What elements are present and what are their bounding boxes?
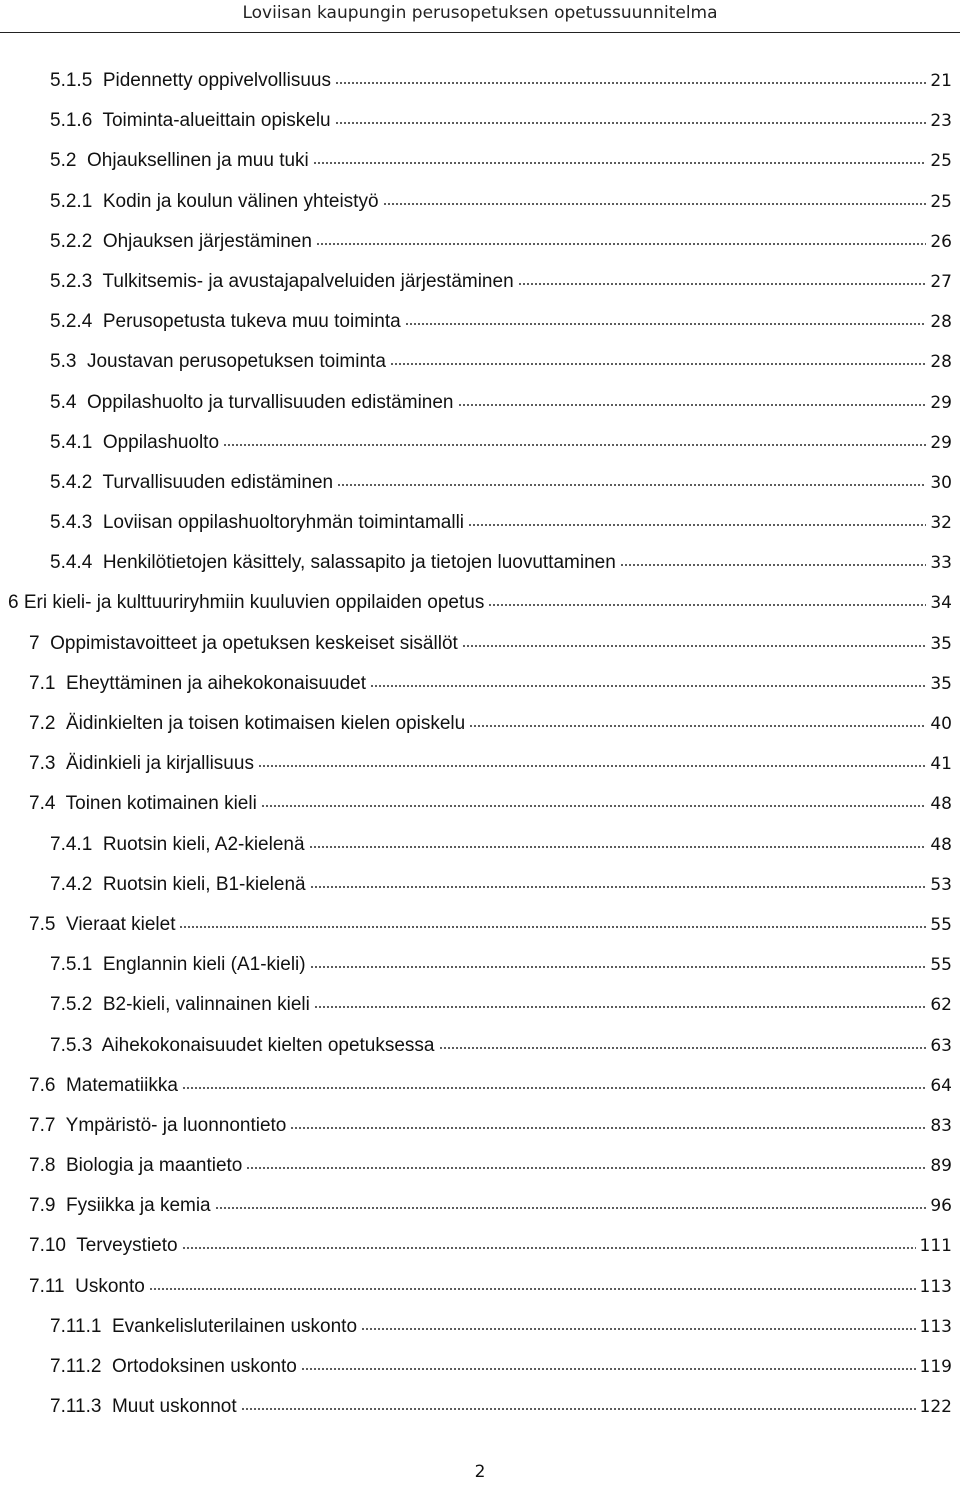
toc-entry-page[interactable]: 35 — [930, 673, 952, 694]
dot-leader — [179, 925, 926, 929]
toc-entry-title[interactable] — [50, 1395, 237, 1419]
toc-entry-page[interactable]: 29 — [930, 432, 952, 453]
dot-leader — [335, 121, 927, 125]
toc-entry-number: 7.11.1 — [50, 1315, 102, 1337]
dot-leader — [488, 603, 926, 607]
toc-entry-label: B2-kieli, valinnainen kieli — [102, 994, 310, 1016]
toc-entry[interactable] — [0, 1387, 960, 1427]
toc-entry[interactable] — [0, 383, 960, 423]
toc-entry[interactable] — [0, 985, 960, 1025]
dot-leader — [310, 885, 927, 889]
toc-entry-page[interactable]: 32 — [930, 513, 952, 534]
toc-entry-number: 7.3 — [29, 753, 56, 775]
toc-entry-number: 7.4.2 — [50, 873, 93, 895]
toc-entry[interactable] — [0, 784, 960, 824]
toc-entry-title[interactable] — [50, 511, 464, 535]
toc-entry-number: 7.11.2 — [50, 1356, 102, 1377]
toc-entry-title[interactable] — [8, 591, 484, 615]
toc-entry[interactable] — [0, 61, 960, 101]
toc-entry[interactable] — [0, 664, 960, 704]
dot-leader — [182, 1246, 916, 1250]
toc-entry-title[interactable] — [29, 913, 175, 937]
toc-entry-number: 7.11 — [29, 1275, 65, 1297]
toc-entry-title[interactable] — [29, 672, 366, 696]
toc-entry[interactable] — [0, 503, 960, 543]
toc-entry[interactable] — [0, 583, 960, 623]
toc-entry-title[interactable] — [29, 792, 257, 816]
toc-entry-number: 5.2.1 — [50, 190, 93, 212]
dot-leader — [370, 684, 926, 688]
toc-entry-label: Toiminta-alueittain opiskelu — [102, 110, 331, 132]
toc-entry-number: 5.2.4 — [50, 311, 93, 333]
toc-entry-title[interactable] — [50, 431, 219, 455]
toc-entry-page[interactable]: 63 — [930, 1035, 952, 1056]
dot-leader — [261, 804, 927, 808]
dot-leader — [309, 845, 927, 849]
toc-entry-title[interactable] — [50, 953, 306, 977]
toc-entry-page[interactable]: 41 — [930, 754, 952, 775]
dot-leader — [439, 1046, 927, 1050]
toc-entry-page[interactable]: 28 — [930, 352, 952, 373]
toc-entry-number: 7.5.2 — [50, 994, 93, 1016]
toc-entry-title[interactable] — [50, 190, 379, 214]
toc-entry-label: Uskonto — [75, 1275, 145, 1297]
toc-entry[interactable] — [0, 101, 960, 141]
toc-entry-page[interactable]: 62 — [930, 995, 952, 1016]
toc-entry-number: 7.5 — [29, 913, 56, 935]
toc-entry-number: 7.7 — [29, 1114, 56, 1136]
toc-entry[interactable] — [0, 141, 960, 181]
toc-entry[interactable] — [0, 1026, 960, 1066]
toc-entry-label: Oppimistavoitteet ja opetuksen keskeiset sisällöt — [50, 632, 458, 654]
toc-entry-number: 7.5.3 — [50, 1034, 93, 1056]
toc-entry-title[interactable] — [29, 1234, 178, 1258]
dot-leader — [316, 242, 926, 246]
dot-leader — [620, 563, 927, 567]
toc-entry[interactable] — [0, 624, 960, 664]
toc-entry-label: Englannin kieli (A1-kieli) — [102, 954, 306, 976]
dot-leader — [458, 403, 927, 407]
toc-entry-label: Joustavan perusopetuksen toiminta — [86, 351, 386, 373]
toc-entry-title[interactable] — [50, 1355, 297, 1379]
toc-entry-label: Ympäristö- ja luonnontieto — [65, 1114, 287, 1136]
toc-entry-page[interactable]: 26 — [930, 231, 952, 252]
toc-entry-page[interactable]: 113 — [919, 1316, 952, 1337]
toc-entry[interactable] — [0, 262, 960, 302]
toc-entry-page[interactable]: 55 — [930, 914, 952, 935]
toc-entry[interactable] — [0, 1267, 960, 1307]
toc-entry-number: 6 — [8, 592, 19, 614]
dot-leader — [313, 161, 927, 165]
toc-entry-page[interactable]: 30 — [930, 472, 952, 493]
toc-entry-number: 5.4 — [50, 391, 77, 413]
toc-entry[interactable] — [0, 1146, 960, 1186]
dot-leader — [462, 644, 927, 648]
toc-entry-label: Eri kieli- ja kulttuuriryhmiin kuuluvien oppilaiden opetus — [23, 592, 485, 614]
toc-entry[interactable] — [0, 423, 960, 463]
toc-entry[interactable] — [0, 945, 960, 985]
toc-entry-label: Äidinkielten ja toisen kotimaisen kielen opiskelu — [65, 713, 466, 734]
toc-entry-label: Matematiikka — [65, 1074, 178, 1096]
toc-entry-title[interactable] — [50, 350, 386, 374]
toc-entry-label: Loviisan oppilashuoltoryhmän toimintamalli — [102, 512, 465, 534]
toc-entry-page[interactable]: 25 — [930, 151, 952, 172]
toc-entry-number: 7.6 — [29, 1074, 56, 1096]
toc-entry-number: 5.4.3 — [50, 512, 93, 534]
toc-entry-page[interactable]: 64 — [930, 1075, 952, 1096]
toc-entry-number: 7.10 — [29, 1235, 66, 1257]
toc-entry[interactable] — [0, 1226, 960, 1266]
toc-entry-label: Vieraat kielet — [65, 913, 176, 935]
toc-entry[interactable] — [0, 905, 960, 945]
toc-entry-title[interactable] — [50, 230, 312, 254]
toc-entry-number: 5.2 — [50, 150, 77, 172]
toc-entry-page[interactable]: 35 — [930, 633, 952, 654]
toc-entry-title[interactable] — [50, 149, 309, 173]
toc-entry-number: 5.1.6 — [50, 110, 93, 132]
dot-leader — [469, 724, 926, 728]
toc-entry-title[interactable] — [29, 632, 458, 656]
dot-leader — [337, 483, 926, 487]
table-of-contents — [0, 61, 960, 1427]
toc-entry[interactable] — [0, 825, 960, 865]
toc-entry-page[interactable]: 55 — [930, 955, 952, 976]
dot-leader — [301, 1367, 916, 1371]
toc-entry-number: 5.2.2 — [50, 230, 93, 252]
toc-entry-label: Pidennetty oppivelvollisuus — [102, 70, 331, 91]
header-divider — [0, 32, 960, 33]
toc-entry-title[interactable] — [29, 1194, 211, 1218]
toc-entry-number: 5.4.2 — [50, 471, 93, 493]
toc-entry-page[interactable]: 25 — [930, 191, 952, 212]
toc-entry-number: 7.11.3 — [50, 1396, 102, 1418]
toc-entry-number: 7.8 — [29, 1155, 56, 1177]
toc-entry-number: 7.2 — [29, 713, 56, 734]
toc-entry-title[interactable] — [50, 873, 306, 897]
dot-leader — [361, 1327, 916, 1331]
toc-entry-title[interactable] — [29, 1114, 286, 1138]
dot-leader — [149, 1287, 916, 1291]
toc-entry-number: 7.4.1 — [50, 833, 93, 855]
toc-entry-page[interactable]: 28 — [930, 312, 952, 333]
toc-entry[interactable] — [0, 302, 960, 342]
toc-entry-title[interactable] — [50, 833, 305, 857]
toc-entry[interactable] — [0, 222, 960, 262]
toc-entry-number: 5.4.4 — [50, 552, 93, 574]
toc-entry-page[interactable]: 53 — [930, 874, 952, 895]
toc-entry-label: Biologia ja maantieto — [65, 1155, 243, 1177]
toc-entry-page[interactable]: 113 — [919, 1276, 952, 1297]
toc-entry-title[interactable] — [50, 391, 454, 415]
toc-entry[interactable] — [0, 1106, 960, 1146]
toc-entry-number: 7.4 — [29, 793, 56, 815]
dot-leader — [383, 202, 927, 206]
toc-entry[interactable] — [0, 744, 960, 784]
toc-entry-label: Ohjauksellinen ja muu tuki — [86, 150, 309, 172]
toc-entry-number: 5.3 — [50, 351, 77, 373]
dot-leader — [290, 1126, 926, 1130]
toc-entry-title[interactable] — [29, 712, 465, 736]
dot-leader — [246, 1166, 926, 1170]
toc-entry[interactable] — [0, 342, 960, 382]
toc-entry-title[interactable] — [50, 270, 514, 294]
toc-entry-title[interactable] — [50, 993, 310, 1017]
toc-entry-number: 5.4.1 — [50, 431, 93, 453]
dot-leader — [468, 523, 926, 527]
toc-entry-page[interactable]: 23 — [930, 111, 952, 132]
toc-entry-page[interactable]: 48 — [930, 834, 952, 855]
document-title: Loviisan kaupungin perusopetuksen opetussuunnitelma — [242, 3, 718, 23]
toc-entry-title[interactable] — [50, 1315, 357, 1339]
toc-entry-page[interactable]: 21 — [930, 71, 952, 91]
dot-leader — [310, 965, 927, 969]
toc-entry-page[interactable]: 96 — [930, 1196, 952, 1217]
page-number: 2 — [474, 1462, 486, 1482]
toc-entry-label: Toinen kotimainen kieli — [65, 793, 257, 815]
toc-entry-page[interactable]: 89 — [930, 1156, 952, 1177]
toc-entry-title[interactable] — [29, 752, 254, 776]
dot-leader — [182, 1086, 926, 1090]
page-header — [0, 0, 960, 34]
toc-entry[interactable] — [0, 1347, 960, 1387]
toc-entry-label: Terveystieto — [76, 1235, 178, 1257]
toc-entry-title[interactable] — [50, 69, 331, 93]
dot-leader — [241, 1407, 916, 1411]
toc-entry-label: Muut uskonnot — [111, 1396, 237, 1418]
toc-entry-title[interactable] — [50, 1034, 435, 1058]
toc-entry[interactable] — [0, 543, 960, 583]
toc-entry-title[interactable] — [50, 551, 616, 575]
toc-entry-page[interactable]: 34 — [930, 593, 952, 614]
dot-leader — [335, 81, 926, 85]
toc-entry-number: 5.2.3 — [50, 270, 93, 292]
toc-entry-label: Oppilashuolto — [102, 431, 220, 453]
toc-entry-label: Turvallisuuden edistäminen — [102, 471, 334, 493]
toc-entry-page[interactable]: 29 — [930, 392, 952, 413]
dot-leader — [215, 1206, 927, 1210]
toc-entry-number: 5.1.5 — [50, 70, 93, 91]
toc-entry-title[interactable] — [50, 310, 401, 334]
toc-entry-label: Henkilötietojen käsittely, salassapito ja tietojen luovuttaminen — [102, 552, 616, 574]
toc-entry-label: Ohjauksen järjestäminen — [102, 230, 312, 252]
toc-entry-label: Äidinkieli ja kirjallisuus — [65, 753, 254, 775]
toc-entry-title[interactable] — [29, 1074, 178, 1098]
toc-entry-number: 7.5.1 — [50, 954, 93, 976]
toc-entry[interactable] — [0, 1066, 960, 1106]
toc-entry[interactable] — [0, 182, 960, 222]
toc-entry-page[interactable]: 33 — [930, 553, 952, 574]
toc-entry-label: Kodin ja koulun välinen yhteistyö — [102, 190, 379, 212]
toc-entry-label: Ortodoksinen uskonto — [111, 1356, 297, 1377]
dot-leader — [390, 362, 926, 366]
toc-entry-title[interactable] — [50, 109, 331, 133]
toc-entry-label: Ruotsin kieli, A2-kielenä — [102, 833, 305, 855]
toc-entry-title[interactable] — [29, 1154, 242, 1178]
toc-entry-label: Fysiikka ja kemia — [65, 1195, 211, 1217]
dot-leader — [518, 282, 927, 286]
toc-entry-label: Oppilashuolto ja turvallisuuden edistäminen — [86, 391, 454, 413]
toc-entry-page[interactable]: 27 — [930, 271, 952, 292]
toc-entry[interactable] — [0, 1186, 960, 1226]
toc-entry[interactable] — [0, 704, 960, 744]
toc-entry-label: Ruotsin kieli, B1-kielenä — [102, 873, 306, 895]
toc-entry-number: 7.9 — [29, 1195, 56, 1217]
toc-entry-number: 7.1 — [29, 672, 56, 694]
toc-entry-label: Evankelisluterilainen uskonto — [111, 1315, 358, 1337]
dot-leader — [405, 322, 927, 326]
toc-entry-page[interactable]: 122 — [919, 1397, 952, 1418]
toc-entry-number: 7 — [29, 632, 40, 654]
toc-entry-title[interactable] — [29, 1275, 145, 1299]
toc-entry-page[interactable]: 111 — [919, 1236, 952, 1257]
toc-entry-label: Perusopetusta tukeva muu toiminta — [102, 311, 401, 333]
dot-leader — [314, 1005, 927, 1009]
toc-entry-label: Aihekokonaisuudet kielten opetuksessa — [101, 1034, 435, 1056]
toc-entry-page[interactable]: 119 — [919, 1357, 952, 1377]
toc-entry-page[interactable]: 48 — [930, 794, 952, 815]
toc-entry-title[interactable] — [50, 471, 333, 495]
toc-entry-page[interactable]: 40 — [930, 714, 952, 734]
toc-entry-label: Eheyttäminen ja aihekokonaisuudet — [65, 672, 366, 694]
toc-entry-label: Tulkitsemis- ja avustajapalveluiden järjestäminen — [102, 270, 514, 292]
toc-entry[interactable] — [0, 463, 960, 503]
dot-leader — [223, 443, 926, 447]
dot-leader — [258, 764, 926, 768]
toc-entry-page[interactable]: 83 — [930, 1115, 952, 1136]
toc-entry[interactable] — [0, 865, 960, 905]
toc-entry[interactable] — [0, 1307, 960, 1347]
